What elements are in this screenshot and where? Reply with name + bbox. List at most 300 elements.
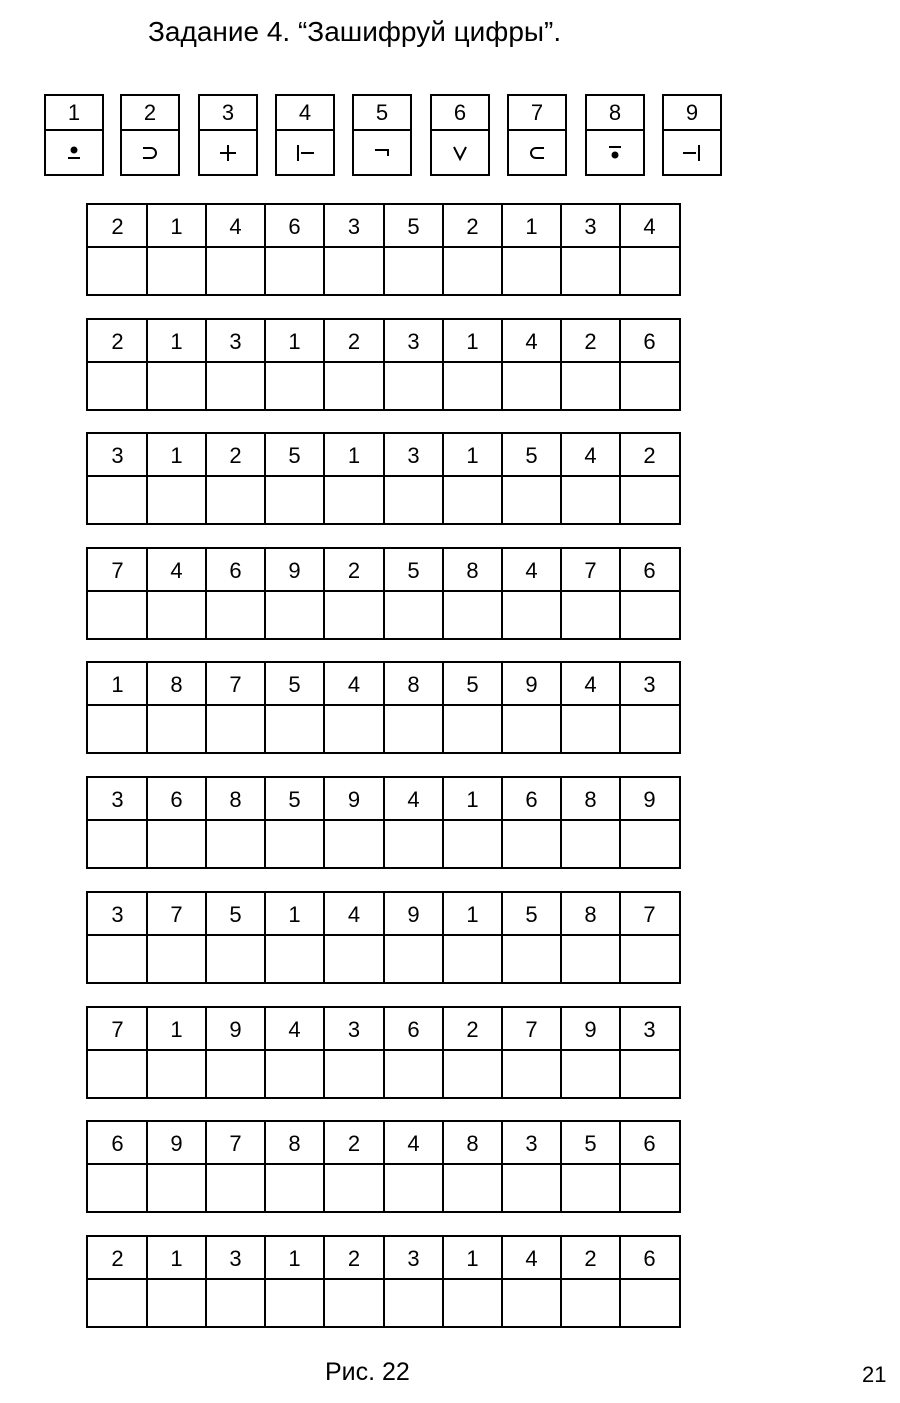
- cipher-grid: [86, 318, 681, 411]
- grid-divider: [560, 1237, 562, 1326]
- grid-answer-cell[interactable]: [443, 1051, 502, 1097]
- grid-answer-cell[interactable]: [502, 936, 561, 982]
- grid-answer-cell[interactable]: [206, 248, 265, 294]
- grid-answer-cell[interactable]: [561, 248, 620, 294]
- grid-digit-cell: 8: [147, 663, 206, 706]
- grid-answer-cell[interactable]: [502, 592, 561, 638]
- grid-answer-cell[interactable]: [620, 821, 679, 867]
- grid-answer-cell[interactable]: [324, 821, 384, 867]
- grid-answer-cell[interactable]: [324, 1280, 384, 1326]
- grid-divider: [442, 549, 444, 638]
- grid-digit-cell: 6: [88, 1122, 147, 1165]
- grid-digit-cell: 3: [88, 434, 147, 477]
- grid-digit-cell: 6: [620, 320, 679, 363]
- grid-divider: [205, 320, 207, 409]
- grid-divider: [146, 893, 148, 982]
- grid-digit-cell: 1: [443, 778, 502, 821]
- grid-answer-cell[interactable]: [561, 592, 620, 638]
- grid-digit-cell: 5: [561, 1122, 620, 1165]
- grid-digit-cell: 1: [147, 320, 206, 363]
- key-digit: 8: [587, 96, 643, 131]
- grid-digit-cell: 3: [206, 1237, 265, 1280]
- key-cell-2: [120, 94, 180, 176]
- not-sign-icon: [354, 131, 410, 174]
- grid-digit-cell: 1: [502, 205, 561, 248]
- grid-answer-cell[interactable]: [324, 1051, 384, 1097]
- cipher-grid: [86, 776, 681, 869]
- superset-icon: [122, 131, 178, 174]
- grid-digit-cell: 4: [265, 1008, 324, 1051]
- grid-answer-cell[interactable]: [502, 1280, 561, 1326]
- grid-answer-cell[interactable]: [620, 1280, 679, 1326]
- grid-digit-cell: 5: [265, 663, 324, 706]
- key-digit: 4: [277, 96, 333, 131]
- page-title: Задание 4. “Зашифруй цифры”.: [148, 16, 562, 47]
- grid-answer-cell[interactable]: [206, 1165, 265, 1211]
- grid-divider: [205, 778, 207, 867]
- grid-divider: [146, 434, 148, 523]
- grid-digit-cell: 5: [443, 663, 502, 706]
- grid-answer-cell[interactable]: [324, 706, 384, 752]
- grid-answer-cell[interactable]: [265, 592, 324, 638]
- grid-divider: [383, 434, 385, 523]
- grid-divider: [383, 1008, 385, 1097]
- grid-digit-cell: 7: [561, 549, 620, 592]
- grid-answer-cell[interactable]: [265, 1165, 324, 1211]
- grid-digit-cell: 9: [502, 663, 561, 706]
- grid-divider: [383, 1122, 385, 1211]
- grid-divider: [619, 893, 621, 982]
- grid-divider: [501, 549, 503, 638]
- grid-divider: [146, 549, 148, 638]
- grid-answer-cell[interactable]: [147, 592, 206, 638]
- grid-answer-cell[interactable]: [620, 1165, 679, 1211]
- grid-answer-cell[interactable]: [88, 1280, 147, 1326]
- grid-digit-cell: 2: [324, 549, 384, 592]
- grid-divider: [442, 434, 444, 523]
- grid-digit-cell: 1: [147, 205, 206, 248]
- grid-digit-cell: 6: [620, 549, 679, 592]
- grid-digit-cell: 2: [443, 1008, 502, 1051]
- cipher-grid: [86, 203, 681, 296]
- grid-divider: [501, 1008, 503, 1097]
- grid-divider: [619, 320, 621, 409]
- grid-divider: [560, 434, 562, 523]
- grid-answer-cell[interactable]: [443, 821, 502, 867]
- grid-digit-cell: 1: [324, 434, 384, 477]
- grid-answer-cell[interactable]: [443, 592, 502, 638]
- grid-divider: [442, 1122, 444, 1211]
- grid-divider: [146, 1122, 148, 1211]
- grid-answer-cell[interactable]: [502, 1051, 561, 1097]
- grid-answer-cell[interactable]: [265, 1051, 324, 1097]
- grid-divider: [205, 434, 207, 523]
- grid-digit-cell: 2: [324, 1237, 384, 1280]
- grid-answer-cell[interactable]: [88, 1051, 147, 1097]
- grid-divider: [205, 1008, 207, 1097]
- grid-answer-cell[interactable]: [561, 1280, 620, 1326]
- grid-digit-cell: 7: [147, 893, 206, 936]
- grid-divider: [619, 778, 621, 867]
- grid-answer-cell[interactable]: [443, 1280, 502, 1326]
- grid-divider: [501, 434, 503, 523]
- grid-digit-cell: 7: [502, 1008, 561, 1051]
- grid-divider: [501, 778, 503, 867]
- grid-digit-cell: 4: [620, 205, 679, 248]
- grid-divider: [264, 778, 266, 867]
- grid-answer-cell[interactable]: [561, 477, 620, 523]
- grid-divider: [560, 205, 562, 294]
- grid-answer-cell[interactable]: [443, 936, 502, 982]
- grid-answer-cell[interactable]: [88, 592, 147, 638]
- grid-divider: [619, 434, 621, 523]
- grid-divider: [383, 893, 385, 982]
- grid-divider: [264, 663, 266, 752]
- key-digit: 1: [46, 96, 102, 131]
- grid-divider: [383, 1237, 385, 1326]
- grid-digit-cell: 7: [88, 549, 147, 592]
- grid-answer-cell[interactable]: [88, 936, 147, 982]
- grid-digit-cell: 6: [147, 778, 206, 821]
- key-digit: 7: [509, 96, 565, 131]
- grid-digit-cell: 2: [620, 434, 679, 477]
- grid-divider: [560, 778, 562, 867]
- grid-digit-cell: 2: [88, 1237, 147, 1280]
- grid-digit-cell: 5: [384, 549, 443, 592]
- grid-answer-cell[interactable]: [88, 248, 147, 294]
- grid-digit-cell: 9: [620, 778, 679, 821]
- grid-digit-cell: 1: [147, 1237, 206, 1280]
- cipher-grid: [86, 1120, 681, 1213]
- grid-answer-cell[interactable]: [384, 248, 443, 294]
- grid-divider: [205, 1237, 207, 1326]
- key-digit: 5: [354, 96, 410, 131]
- grid-answer-cell[interactable]: [561, 706, 620, 752]
- grid-digit-cell: 1: [147, 1008, 206, 1051]
- grid-answer-cell[interactable]: [384, 1051, 443, 1097]
- grid-answer-cell[interactable]: [502, 706, 561, 752]
- key-cell-7: [507, 94, 567, 176]
- grid-answer-cell[interactable]: [324, 363, 384, 409]
- grid-answer-cell[interactable]: [265, 477, 324, 523]
- grid-divider: [264, 549, 266, 638]
- grid-digit-cell: 4: [561, 663, 620, 706]
- grid-divider: [560, 1008, 562, 1097]
- cipher-grid: [86, 1006, 681, 1099]
- grid-divider: [205, 549, 207, 638]
- grid-digit-cell: 3: [502, 1122, 561, 1165]
- grid-divider: [205, 1122, 207, 1211]
- grid-divider: [560, 663, 562, 752]
- dash-vertical-bar-icon: [664, 131, 720, 174]
- grid-digit-cell: 3: [324, 1008, 384, 1051]
- cipher-grid: [86, 661, 681, 754]
- grid-divider: [264, 1008, 266, 1097]
- key-digit: 2: [122, 96, 178, 131]
- grid-divider: [619, 549, 621, 638]
- grid-divider: [383, 320, 385, 409]
- grid-digit-cell: 3: [561, 205, 620, 248]
- grid-answer-cell[interactable]: [265, 363, 324, 409]
- grid-digit-cell: 8: [561, 778, 620, 821]
- grid-digit-cell: 1: [443, 893, 502, 936]
- grid-answer-cell[interactable]: [265, 936, 324, 982]
- grid-divider: [205, 205, 207, 294]
- figure-caption: Рис. 22: [325, 1358, 410, 1386]
- grid-divider: [501, 205, 503, 294]
- vertical-bar-dash-icon: [277, 131, 333, 174]
- grid-divider: [146, 663, 148, 752]
- subset-icon: [509, 131, 565, 174]
- grid-answer-cell[interactable]: [88, 1165, 147, 1211]
- grid-answer-cell[interactable]: [502, 363, 561, 409]
- grid-digit-cell: 2: [324, 1122, 384, 1165]
- grid-answer-cell[interactable]: [561, 821, 620, 867]
- grid-answer-cell[interactable]: [206, 592, 265, 638]
- grid-divider: [442, 1237, 444, 1326]
- grid-answer-cell[interactable]: [384, 821, 443, 867]
- grid-answer-cell[interactable]: [384, 592, 443, 638]
- grid-digit-cell: 5: [384, 205, 443, 248]
- grid-divider: [264, 434, 266, 523]
- grid-digit-cell: 8: [443, 549, 502, 592]
- grid-divider: [501, 893, 503, 982]
- grid-answer-cell[interactable]: [88, 363, 147, 409]
- key-cell-5: [352, 94, 412, 176]
- grid-answer-cell[interactable]: [620, 363, 679, 409]
- grid-answer-cell[interactable]: [620, 1051, 679, 1097]
- grid-divider: [560, 893, 562, 982]
- grid-digit-cell: 9: [265, 549, 324, 592]
- grid-answer-cell[interactable]: [147, 1165, 206, 1211]
- grid-divider: [442, 320, 444, 409]
- grid-answer-cell[interactable]: [88, 821, 147, 867]
- grid-digit-cell: 1: [265, 893, 324, 936]
- cipher-grid: [86, 1235, 681, 1328]
- grid-divider: [619, 1237, 621, 1326]
- grid-divider: [442, 205, 444, 294]
- grid-answer-cell[interactable]: [206, 477, 265, 523]
- grid-digit-cell: 4: [561, 434, 620, 477]
- grid-answer-cell[interactable]: [620, 706, 679, 752]
- grid-digit-cell: 4: [147, 549, 206, 592]
- cipher-grid: [86, 547, 681, 640]
- grid-digit-cell: 1: [443, 434, 502, 477]
- key-cell-9: [662, 94, 722, 176]
- grid-digit-cell: 4: [324, 893, 384, 936]
- grid-answer-cell[interactable]: [561, 363, 620, 409]
- grid-answer-cell[interactable]: [502, 821, 561, 867]
- grid-answer-cell[interactable]: [443, 706, 502, 752]
- grid-answer-cell[interactable]: [324, 592, 384, 638]
- grid-answer-cell[interactable]: [265, 1280, 324, 1326]
- key-digit: 3: [200, 96, 256, 131]
- grid-answer-cell[interactable]: [147, 821, 206, 867]
- grid-divider: [619, 663, 621, 752]
- grid-divider: [323, 1008, 325, 1097]
- grid-divider: [560, 1122, 562, 1211]
- grid-digit-cell: 4: [384, 1122, 443, 1165]
- grid-digit-cell: 9: [561, 1008, 620, 1051]
- grid-divider: [323, 893, 325, 982]
- grid-answer-cell[interactable]: [265, 248, 324, 294]
- grid-digit-cell: 8: [443, 1122, 502, 1165]
- grid-answer-cell[interactable]: [147, 477, 206, 523]
- grid-digit-cell: 4: [324, 663, 384, 706]
- grid-digit-cell: 3: [384, 434, 443, 477]
- grid-answer-cell[interactable]: [206, 936, 265, 982]
- grid-digit-cell: 5: [265, 434, 324, 477]
- grid-divider: [383, 778, 385, 867]
- grid-divider: [383, 663, 385, 752]
- grid-divider: [383, 205, 385, 294]
- grid-answer-cell[interactable]: [147, 936, 206, 982]
- grid-answer-cell[interactable]: [384, 1165, 443, 1211]
- grid-digit-cell: 8: [561, 893, 620, 936]
- grid-divider: [501, 663, 503, 752]
- grid-answer-cell[interactable]: [147, 248, 206, 294]
- grid-answer-cell[interactable]: [502, 248, 561, 294]
- page-number: 21: [862, 1362, 887, 1387]
- grid-digit-cell: 5: [502, 893, 561, 936]
- grid-answer-cell[interactable]: [324, 248, 384, 294]
- grid-answer-cell[interactable]: [384, 706, 443, 752]
- grid-digit-cell: 2: [206, 434, 265, 477]
- grid-divider: [323, 663, 325, 752]
- grid-answer-cell[interactable]: [147, 1051, 206, 1097]
- grid-digit-cell: 7: [88, 1008, 147, 1051]
- grid-digit-cell: 3: [206, 320, 265, 363]
- grid-digit-cell: 9: [384, 893, 443, 936]
- grid-divider: [264, 320, 266, 409]
- grid-answer-cell[interactable]: [620, 477, 679, 523]
- grid-digit-cell: 2: [443, 205, 502, 248]
- grid-divider: [442, 663, 444, 752]
- grid-divider: [501, 1122, 503, 1211]
- grid-answer-cell[interactable]: [384, 1280, 443, 1326]
- grid-digit-cell: 3: [384, 1237, 443, 1280]
- grid-digit-cell: 6: [265, 205, 324, 248]
- grid-digit-cell: 2: [88, 205, 147, 248]
- grid-answer-cell[interactable]: [443, 363, 502, 409]
- grid-divider: [205, 893, 207, 982]
- grid-digit-cell: 7: [206, 1122, 265, 1165]
- grid-digit-cell: 7: [620, 893, 679, 936]
- grid-answer-cell[interactable]: [147, 1280, 206, 1326]
- grid-answer-cell[interactable]: [324, 1165, 384, 1211]
- grid-answer-cell[interactable]: [324, 477, 384, 523]
- grid-answer-cell[interactable]: [561, 936, 620, 982]
- grid-digit-cell: 8: [265, 1122, 324, 1165]
- grid-answer-cell[interactable]: [620, 592, 679, 638]
- grid-divider: [619, 1122, 621, 1211]
- grid-answer-cell[interactable]: [384, 363, 443, 409]
- cipher-grid: [86, 891, 681, 984]
- grid-digit-cell: 2: [561, 1237, 620, 1280]
- grid-answer-cell[interactable]: [561, 1051, 620, 1097]
- grid-digit-cell: 3: [620, 663, 679, 706]
- grid-digit-cell: 1: [265, 1237, 324, 1280]
- grid-divider: [146, 1008, 148, 1097]
- grid-answer-cell[interactable]: [265, 706, 324, 752]
- grid-answer-cell[interactable]: [206, 1051, 265, 1097]
- grid-answer-cell[interactable]: [620, 936, 679, 982]
- grid-digit-cell: 6: [502, 778, 561, 821]
- grid-digit-cell: 8: [206, 778, 265, 821]
- grid-divider: [264, 205, 266, 294]
- grid-divider: [442, 1008, 444, 1097]
- grid-divider: [323, 1122, 325, 1211]
- grid-divider: [501, 1237, 503, 1326]
- grid-divider: [323, 549, 325, 638]
- grid-digit-cell: 3: [384, 320, 443, 363]
- bar-over-dot-icon: [587, 131, 643, 174]
- grid-digit-cell: 9: [324, 778, 384, 821]
- grid-answer-cell[interactable]: [620, 248, 679, 294]
- grid-answer-cell[interactable]: [88, 706, 147, 752]
- grid-digit-cell: 1: [265, 320, 324, 363]
- grid-answer-cell[interactable]: [384, 936, 443, 982]
- grid-digit-cell: 2: [561, 320, 620, 363]
- grid-digit-cell: 5: [206, 893, 265, 936]
- dot-over-bar-icon: [46, 131, 102, 174]
- grid-answer-cell[interactable]: [206, 1280, 265, 1326]
- grid-digit-cell: 3: [88, 893, 147, 936]
- grid-digit-cell: 6: [620, 1237, 679, 1280]
- grid-answer-cell[interactable]: [443, 248, 502, 294]
- grid-answer-cell[interactable]: [502, 477, 561, 523]
- grid-answer-cell[interactable]: [88, 477, 147, 523]
- grid-answer-cell[interactable]: [384, 477, 443, 523]
- grid-divider: [323, 434, 325, 523]
- grid-divider: [383, 549, 385, 638]
- grid-divider: [501, 320, 503, 409]
- grid-answer-cell[interactable]: [324, 936, 384, 982]
- grid-divider: [264, 1237, 266, 1326]
- grid-digit-cell: 1: [147, 434, 206, 477]
- grid-digit-cell: 2: [324, 320, 384, 363]
- grid-digit-cell: 3: [620, 1008, 679, 1051]
- grid-divider: [442, 778, 444, 867]
- key-cell-8: [585, 94, 645, 176]
- grid-digit-cell: 8: [384, 663, 443, 706]
- grid-digit-cell: 3: [88, 778, 147, 821]
- grid-answer-cell[interactable]: [443, 477, 502, 523]
- logical-or-icon: [432, 131, 488, 174]
- key-digit: 9: [664, 96, 720, 131]
- grid-answer-cell[interactable]: [443, 1165, 502, 1211]
- grid-answer-cell[interactable]: [206, 706, 265, 752]
- grid-divider: [323, 205, 325, 294]
- grid-digit-cell: 4: [206, 205, 265, 248]
- grid-digit-cell: 9: [147, 1122, 206, 1165]
- grid-divider: [264, 893, 266, 982]
- grid-digit-cell: 6: [384, 1008, 443, 1051]
- grid-answer-cell[interactable]: [502, 1165, 561, 1211]
- grid-answer-cell[interactable]: [265, 821, 324, 867]
- grid-digit-cell: 6: [620, 1122, 679, 1165]
- grid-answer-cell[interactable]: [561, 1165, 620, 1211]
- grid-divider: [619, 1008, 621, 1097]
- grid-answer-cell[interactable]: [206, 821, 265, 867]
- grid-answer-cell[interactable]: [206, 363, 265, 409]
- grid-digit-cell: 3: [324, 205, 384, 248]
- grid-divider: [323, 1237, 325, 1326]
- grid-answer-cell[interactable]: [147, 363, 206, 409]
- grid-divider: [146, 778, 148, 867]
- key-cell-6: [430, 94, 490, 176]
- grid-answer-cell[interactable]: [147, 706, 206, 752]
